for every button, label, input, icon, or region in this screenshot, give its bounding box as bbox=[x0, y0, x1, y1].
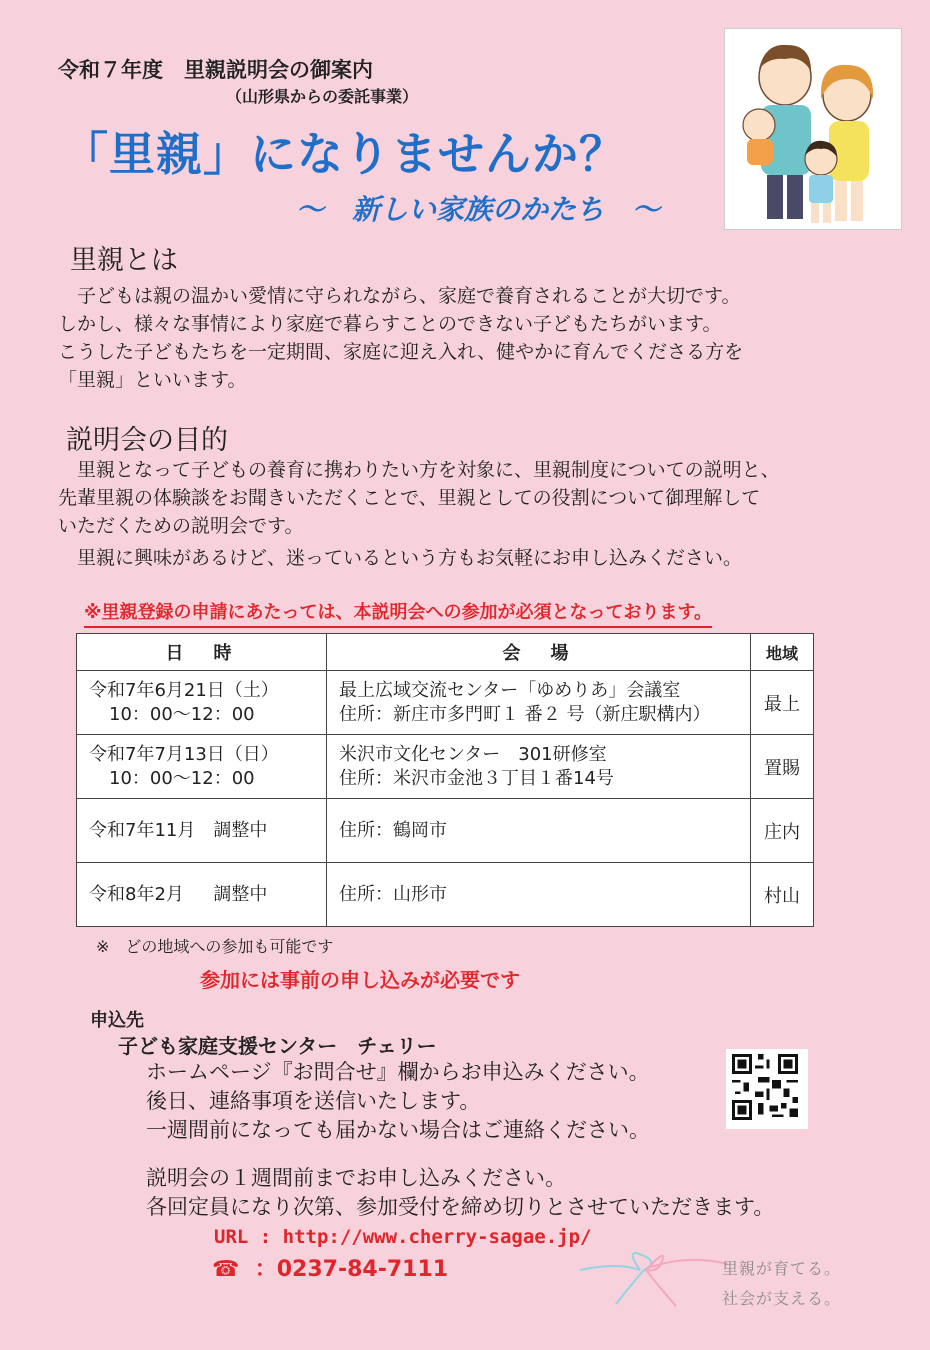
purpose-line: いただくための説明会です。 bbox=[58, 515, 304, 537]
phone-text: ：0237-84-7111 bbox=[254, 1257, 449, 1282]
purpose-heading: 説明会の目的 bbox=[66, 425, 228, 456]
time-text: 10：00～12：00 bbox=[109, 703, 255, 725]
family-illustration bbox=[724, 28, 902, 230]
notice-subheader: （山形県からの委託事業） bbox=[226, 87, 419, 106]
about-line: しかし、様々な事情により家庭で暮らすことのできない子どもたちがいます。 bbox=[58, 313, 722, 335]
registration-required: 参加には事前の申し込みが必要です bbox=[200, 968, 520, 992]
table-row bbox=[77, 799, 814, 863]
deadline-line: 説明会の１週間前までお申し込みください。 bbox=[146, 1166, 566, 1190]
website-link[interactable]: URL : http://www.cherry-sagae.jp/ bbox=[214, 1226, 592, 1248]
deadline-line: 各回定員になり次第、参加受付を締め切りとさせていただきます。 bbox=[146, 1195, 775, 1219]
region-cell: 村山 bbox=[751, 863, 814, 927]
about-line: 「里親」といいます。 bbox=[58, 369, 247, 391]
region-note: ※ どの地域への参加も可能です bbox=[96, 937, 334, 956]
apply-line: ホームページ『お問合せ』欄からお申込みください。 bbox=[146, 1060, 650, 1084]
venue-name: 米沢市文化センター 301研修室 bbox=[339, 743, 607, 765]
slogan-line: 里親が育てる。 bbox=[722, 1259, 842, 1278]
table-row bbox=[77, 735, 814, 799]
apply-line: 後日、連絡事項を送信いたします。 bbox=[146, 1089, 481, 1113]
about-heading: 里親とは bbox=[70, 245, 178, 276]
notice-header: 令和７年度 里親説明会の御案内 bbox=[58, 58, 373, 82]
warning-text: ※里親登録の申請にあたっては、本説明会への参加が必須となっております。 bbox=[84, 598, 712, 628]
venue-name: 最上広域交流センター「ゆめりあ」会議室 bbox=[339, 679, 681, 701]
page-title: 「里親」になりませんか？ bbox=[62, 127, 626, 181]
region-cell: 最上 bbox=[751, 671, 814, 735]
apply-deadline bbox=[146, 1164, 774, 1222]
qr-code-icon[interactable] bbox=[726, 1049, 808, 1129]
page-subtitle: ～ 新しい家族のかたち ～ bbox=[296, 193, 661, 226]
purpose-line: 先輩里親の体験談をお聞きいただくことで、里親としての役割について御理解して bbox=[58, 487, 761, 509]
ribbon-icon bbox=[578, 1240, 728, 1310]
apply-line: 一週間前になっても届かない場合はご連絡ください。 bbox=[146, 1118, 650, 1142]
slogan-line: 社会が支える。 bbox=[722, 1289, 842, 1308]
venue-cell: 住所：山形市 bbox=[327, 863, 751, 927]
venue-cell bbox=[327, 735, 751, 799]
date-text: 令和7年7月13日（日） bbox=[89, 743, 279, 765]
header-region: 地域 bbox=[751, 634, 814, 671]
phone-number bbox=[212, 1252, 448, 1283]
region-cell: 庄内 bbox=[751, 799, 814, 863]
region-cell: 置賜 bbox=[751, 735, 814, 799]
table-row bbox=[77, 863, 814, 927]
about-text bbox=[58, 282, 838, 394]
date-cell bbox=[77, 671, 327, 735]
purpose-text bbox=[58, 456, 858, 572]
date-cell: 令和7年11月 調整中 bbox=[77, 799, 327, 863]
venue-address: 住所：新庄市多門町１ 番２ 号（新庄駅構内） bbox=[339, 703, 711, 725]
about-line: こうした子どもたちを一定期間、家庭に迎え入れ、健やかに育んでくださる方を bbox=[58, 341, 744, 363]
venue-cell bbox=[327, 671, 751, 735]
phone-icon: ☎ bbox=[212, 1257, 240, 1282]
venue-address: 住所：米沢市金池３丁目１番14号 bbox=[339, 767, 614, 789]
time-text: 10：00～12：00 bbox=[109, 767, 255, 789]
venue-cell: 住所：鶴岡市 bbox=[327, 799, 751, 863]
purpose-line: 里親となって子どもの養育に携わりたい方を対象に、里親制度についての説明と、 bbox=[58, 459, 780, 481]
schedule-table bbox=[76, 633, 814, 927]
header-venue: 会 場 bbox=[327, 634, 751, 671]
date-cell bbox=[77, 735, 327, 799]
apply-instructions bbox=[146, 1058, 650, 1145]
about-line: 子どもは親の温かい愛情に守られながら、家庭で養育されることが大切です。 bbox=[58, 285, 741, 307]
organization-name: 子ども家庭支援センター チェリー bbox=[118, 1034, 437, 1058]
apply-heading: 申込先 bbox=[90, 1010, 144, 1031]
table-row bbox=[77, 671, 814, 735]
date-cell: 令和8年2月 調整中 bbox=[77, 863, 327, 927]
table-header-row bbox=[77, 634, 814, 671]
purpose-line: 里親に興味があるけど、迷っているという方もお気軽にお申し込みください。 bbox=[58, 547, 743, 569]
header-datetime: 日 時 bbox=[77, 634, 327, 671]
date-text: 令和7年6月21日（土） bbox=[89, 679, 279, 701]
